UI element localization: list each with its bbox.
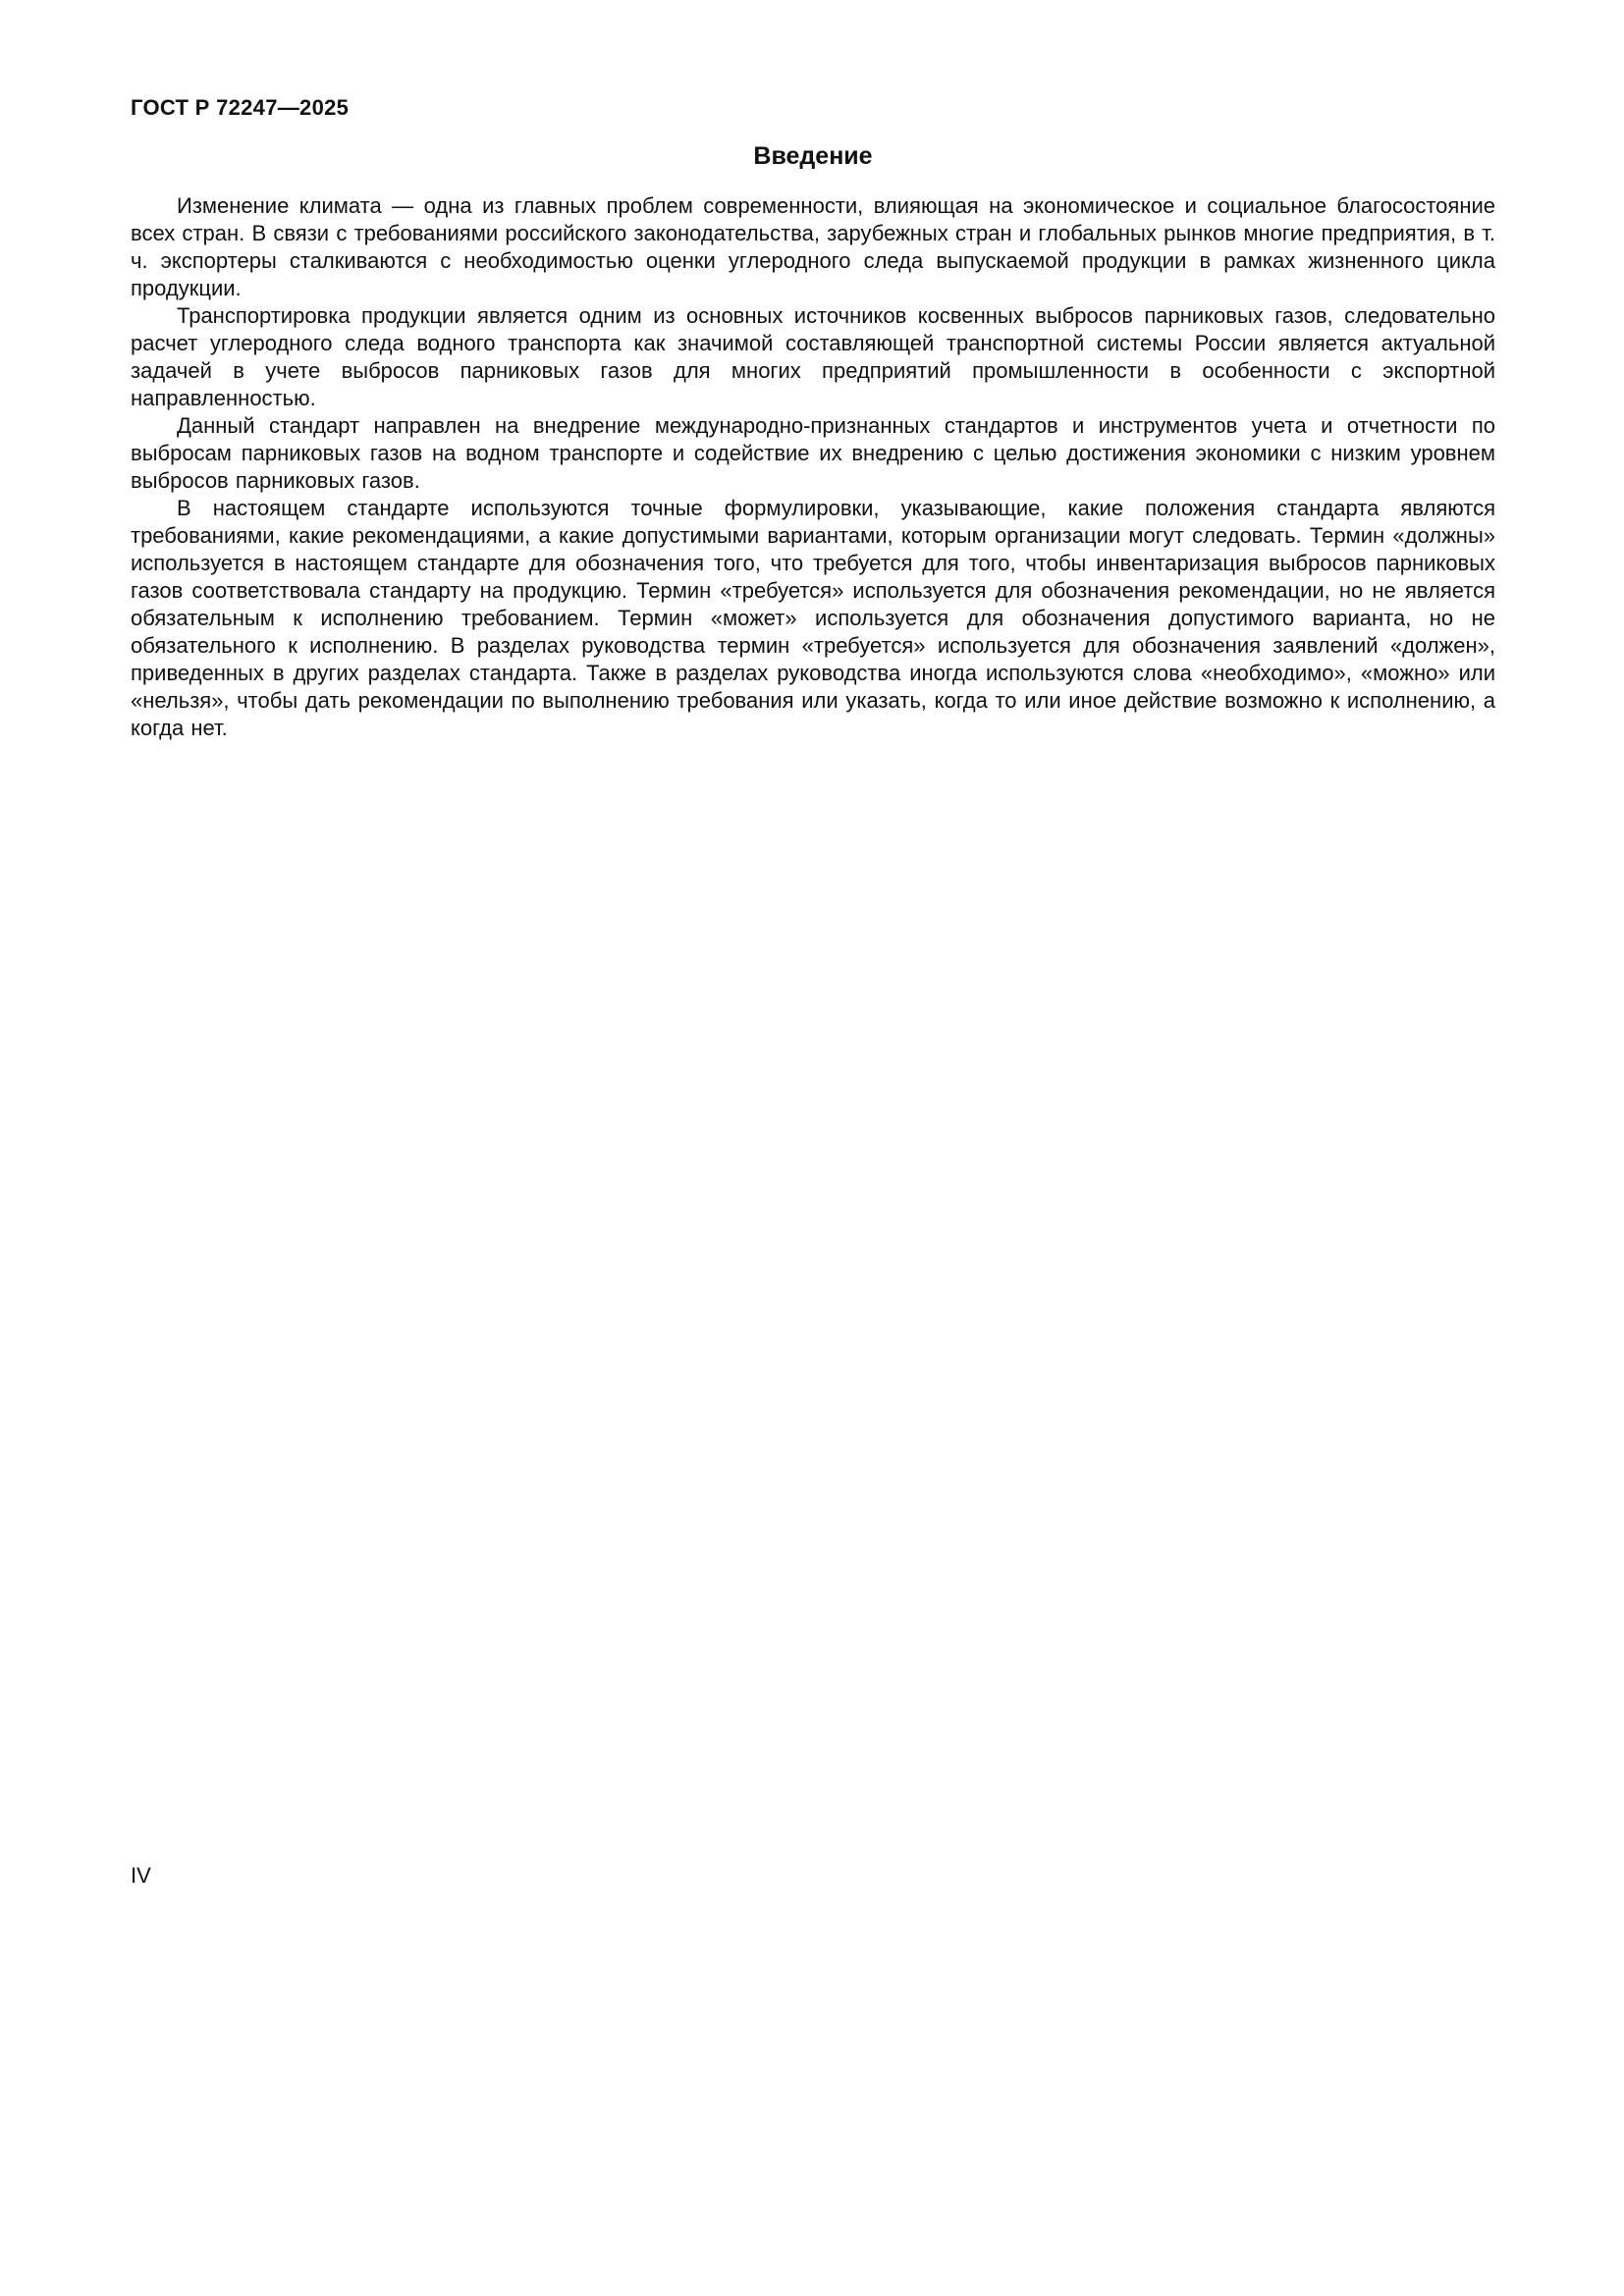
section-title: Введение xyxy=(753,142,873,170)
document-code: ГОСТ Р 72247—2025 xyxy=(131,95,350,120)
paragraph-transportation: Транспортировка продукции является одним из основных источников косвенных выбросов парниковых газов, следовательно расчет углеродного следа водного транспорта как значимой составляющей транспортной системы России является актуальной задачей в учете выбросов парниковых газов для многих предприятий промышленности в особенности с экспортной направленностью. xyxy=(131,303,1495,410)
paragraph-terminology: В настоящем стандарте используются точные формулировки, указывающие, какие положения стандарта являются требованиями, какие рекомендациями, а какие допустимыми вариантами, которым организации могут следовать. Термин «должны» используется в настоящем стандарте для обозначения того, что требуется для того, чтобы инвентаризация выбросов парниковых газов соответствовала стандарту на продукцию. Термин «требуется» используется для обозначения рекомендации, но не является обязательным к исполнению требованием. Термин «может» используется для обозначения допустимого варианта, но не обязательного к исполнению. В разделах руководства термин «требуется» используется для обозначения заявлений «должен», приведенных в других разделах стандарта. Также в разделах руководства иногда используются слова «необходимо», «можно» или «нельзя», чтобы дать рекомендации по выполнению требования или указать, когда то или иное действие возможно к исполнению, а когда нет. xyxy=(131,496,1495,740)
page-number: IV xyxy=(131,1863,151,1888)
paragraph-climate-change: Изменение климата — одна из главных проблем современности, влияющая на экономическое и социальное благосостояние всех стран. В связи с требованиями российского законодательства, зарубежных стран и глобальных рынков многие предприятия, в т. ч. экспортеры сталкиваются с необходимостью оценки углеродного следа выпускаемой продукции в рамках жизненного цикла продукции. xyxy=(131,193,1495,300)
document-body xyxy=(131,192,1495,742)
paragraph-standard-purpose: Данный стандарт направлен на внедрение международно-признанных стандартов и инструментов учета и отчетности по выбросам парниковых газов на водном транспорте и содействие их внедрению с целью достижения экономики с низким уровнем выбросов парниковых газов. xyxy=(131,413,1495,493)
